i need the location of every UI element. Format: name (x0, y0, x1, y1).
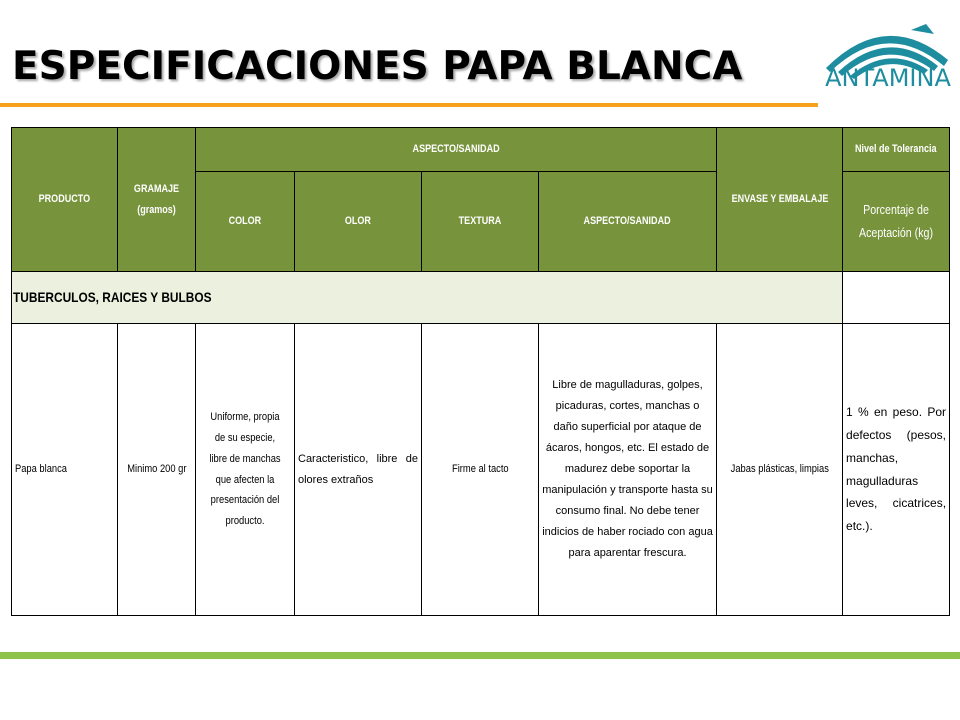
header-textura: TEXTURA (422, 172, 539, 272)
footer-rule (0, 652, 960, 659)
section-label: TUBERCULOS, RAICES Y BULBOS (12, 272, 843, 324)
slide-title: ESPECIFICACIONES PAPA BLANCA (12, 44, 743, 89)
header-porcentaje: Porcentaje de Aceptación (kg) (843, 172, 950, 272)
cell-tolerancia: 1 % en peso. Por defectos (pesos, manchas, magulladuras leves, cicatrices, etc.). (843, 324, 950, 616)
cell-color: Uniforme, propia de su especie, libre de manchas que afecten la presentación del producto. (196, 324, 295, 616)
section-blank-cell (843, 272, 950, 324)
cell-olor: Caracteristico, libre de olores extraños (295, 324, 422, 616)
header-envase: ENVASE Y EMBALAJE (717, 128, 843, 272)
header-gramaje: GRAMAJE (gramos) (118, 128, 196, 272)
cell-textura: Firme al tacto (422, 324, 539, 616)
cell-aspecto-sanidad: Libre de magulladuras, golpes, picaduras, cortes, manchas o daño superficial por ataque de ácaros, hongos, etc. El estado de madurez debe soportar la manipulación y transporte hasta su consumo final. No debe tener indicios de haber rociado con agua para aparentar frescura. (539, 324, 717, 616)
header-color: COLOR (196, 172, 295, 272)
logo-wordmark: ANTAMINA (825, 64, 951, 92)
cell-envase: Jabas plásticas, limpias (717, 324, 843, 616)
cell-producto: Papa blanca (12, 324, 118, 616)
title-underline (0, 103, 818, 107)
header-producto: PRODUCTO (12, 128, 118, 272)
header-olor: OLOR (295, 172, 422, 272)
header-aspecto-sanidad: ASPECTO/SANIDAD (539, 172, 717, 272)
cell-gramaje: Minimo 200 gr (118, 324, 196, 616)
header-nivel-tolerancia: Nivel de Tolerancia (843, 128, 950, 172)
specifications-table (11, 127, 950, 616)
header-aspecto-group: ASPECTO/SANIDAD (196, 128, 717, 172)
